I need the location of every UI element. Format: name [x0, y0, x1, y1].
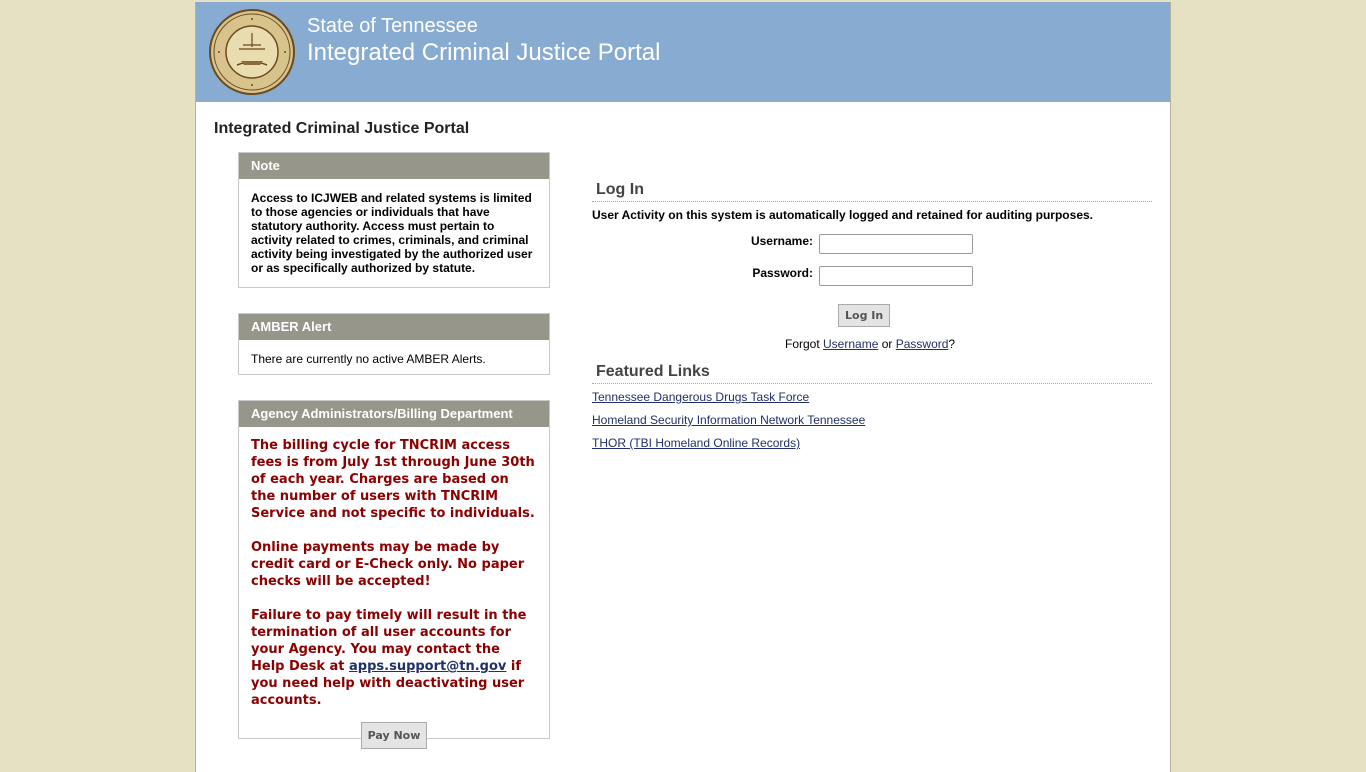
amber-alert-text: There are currently no active AMBER Alerts.: [251, 352, 486, 366]
password-label: Password:: [752, 266, 813, 280]
billing-paragraph-3: Failure to pay timely will result in the termination of all user accounts for your Agency. You may contact the Help Desk at apps.support@tn.gov if you need help with deactivating user accounts.: [251, 608, 527, 708]
page-title: Integrated Criminal Justice Portal: [214, 120, 470, 137]
featured-divider: [592, 383, 1152, 384]
header-state: State of Tennessee: [307, 15, 478, 37]
username-label: Username:: [750, 234, 813, 248]
featured-links-heading: Featured Links: [596, 363, 710, 380]
forgot-credentials: Forgot Username or Password?: [785, 337, 956, 351]
amber-panel-title: AMBER Alert: [239, 314, 549, 340]
billing-paragraph-1: The billing cycle for TNCRIM access fees is from July 1st through June 30th of each year. Charges are based on the number of users with TNCRIM Service and not specific to individuals.: [251, 438, 535, 521]
featured-link-drugs-task-force[interactable]: Tennessee Dangerous Drugs Task Force: [592, 390, 810, 404]
note-text: Access to ICJWEB and related systems is limited to those agencies or individuals that have statutory authority. Access must pertain to activity related to crimes, criminals, and criminal activity being investigated by the authorized user or as specifically authorized by statute.: [251, 191, 533, 275]
page-container: [195, 2, 1171, 772]
activity-notice: User Activity on this system is automatically logged and retained for auditing purposes.: [592, 208, 1093, 222]
header-portal-title: Integrated Criminal Justice Portal: [307, 39, 661, 66]
site-header: [196, 2, 1170, 102]
pay-now-button[interactable]: Pay Now: [361, 722, 428, 749]
billing-panel-title: Agency Administrators/Billing Department: [239, 401, 549, 427]
username-input[interactable]: [819, 234, 973, 254]
billing-text: [239, 427, 549, 761]
note-panel-title: Note: [239, 153, 549, 179]
amber-alert-panel: [238, 313, 550, 375]
featured-link-thor[interactable]: THOR (TBI Homeland Online Records): [592, 436, 801, 450]
login-divider: [592, 201, 1152, 202]
forgot-password-link[interactable]: Password: [895, 337, 949, 351]
password-input[interactable]: [819, 266, 973, 286]
login-button[interactable]: Log In: [838, 304, 890, 327]
login-heading: Log In: [596, 181, 644, 198]
featured-link-hsin-tennessee[interactable]: Homeland Security Information Network Tennessee: [592, 413, 866, 427]
billing-paragraph-2: Online payments may be made by credit card or E-Check only. No paper checks will be accepted!: [251, 540, 525, 589]
help-desk-email-link[interactable]: apps.support@tn.gov: [349, 659, 507, 674]
forgot-username-link[interactable]: Username: [823, 337, 879, 351]
billing-panel: [238, 400, 550, 742]
tennessee-seal-logo: [209, 9, 295, 95]
note-panel: [238, 152, 550, 288]
